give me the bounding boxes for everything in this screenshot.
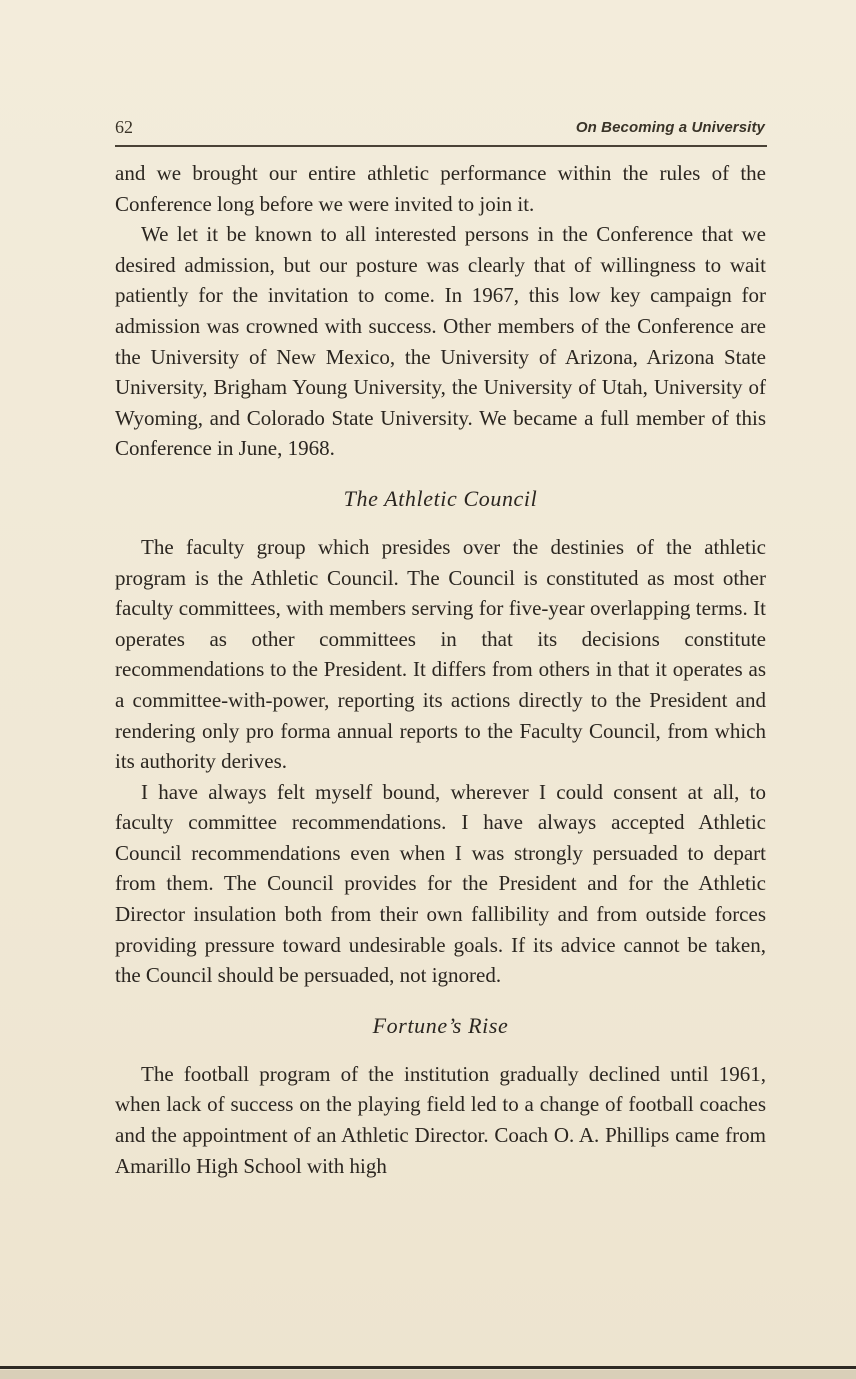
section-heading-fortunes-rise: Fortune’s Rise — [372, 1012, 509, 1038]
bottom-edge-strip — [0, 1370, 856, 1379]
paragraph-2: We let it be known to all interested persons in the Conference that we desired admission, but our posture was clearly that of willingness to wait patiently for the invitation to come. In 1967, this low key campaign for admission was crowned with success. Other members of the Conference are the University of New Mexico, the University of Arizona, Arizona State University, Brigham Young University, the University of Utah, University of Wyoming, and Colorado State University. We became a full member of this Conference in June, 1968. — [115, 222, 766, 461]
header-rule — [115, 145, 767, 147]
paragraph-3: The faculty group which presides over the destinies of the athletic program is the Athletic Council. The Council is constituted as most other faculty committees, with members serving for five-year overlapping terms. It operates as other committees in that its decisions constitute recommendations to the President. It differs from others in that it operates as a committee-with-power, reporting its actions directly to the President and rendering only pro forma annual reports to the Faculty Council, from which its authority derives. — [115, 534, 766, 774]
page-header — [115, 117, 765, 145]
section-heading-athletic-council: The Athletic Council — [343, 485, 538, 511]
paragraph-5: The football program of the institution gradually declined until 1961, when lack of success on the playing field led to a change of football coaches and the appointment of an Athletic Director. Coach O. A. Phillips came from Amarillo High School with high — [115, 1061, 766, 1178]
paragraph-4: I have always felt myself bound, wherever I could consent at all, to faculty committee recommendations. I have always accepted Athletic Council recommendations even when I was strongly persuaded to depart from them. The Council provides for the President and for the Athletic Director insulation both from their own fallibility and from outside forces providing pressure toward undesirable goals. If its advice cannot be taken, the Council should be persuaded, not ignored. — [115, 779, 766, 988]
running-head: On Becoming a University — [575, 119, 765, 136]
page-body — [115, 158, 766, 1181]
page-number: 62 — [115, 117, 133, 137]
paragraph-1: and we brought our entire athletic performance within the rules of the Conference long before we were invited to join it. — [115, 161, 766, 216]
bottom-edge-line — [0, 1366, 856, 1369]
